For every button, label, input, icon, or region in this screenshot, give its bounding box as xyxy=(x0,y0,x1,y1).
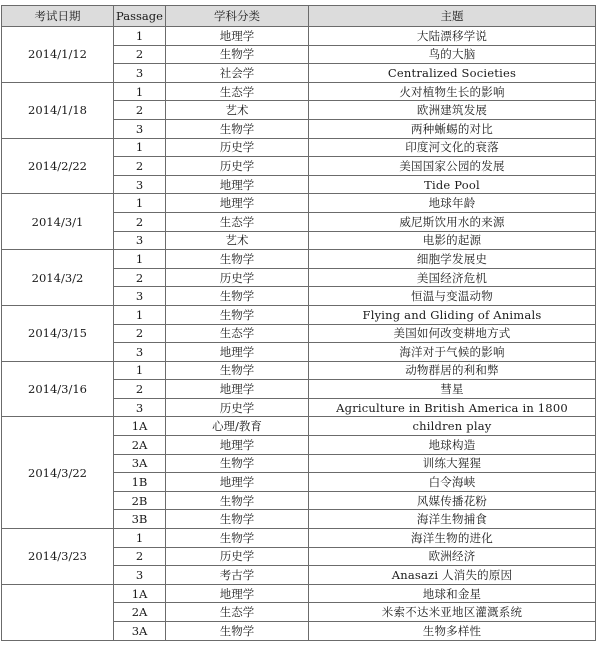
topic-cell: 风媒传播花粉 xyxy=(309,491,596,510)
passage-cell: 3 xyxy=(114,64,166,83)
exam-date-cell: 2014/3/15 xyxy=(2,305,114,361)
subject-cell: 历史学 xyxy=(166,268,309,287)
subject-cell: 生物学 xyxy=(166,361,309,380)
table-row xyxy=(2,82,596,101)
passage-cell: 2 xyxy=(114,380,166,399)
passage-cell: 1 xyxy=(114,194,166,213)
passage-cell: 1 xyxy=(114,82,166,101)
subject-cell: 生物学 xyxy=(166,287,309,306)
topic-cell: 训练大猩猩 xyxy=(309,454,596,473)
subject-cell: 生物学 xyxy=(166,119,309,138)
passage-cell: 2A xyxy=(114,603,166,622)
table-row xyxy=(2,138,596,157)
passage-cell: 2 xyxy=(114,101,166,120)
passage-cell: 3 xyxy=(114,231,166,250)
topic-cell: 生物多样性 xyxy=(309,622,596,641)
subject-cell: 历史学 xyxy=(166,157,309,176)
passage-cell: 2 xyxy=(114,268,166,287)
passage-cell: 3 xyxy=(114,566,166,585)
subject-cell: 生态学 xyxy=(166,82,309,101)
table-row xyxy=(2,417,596,436)
subject-cell: 历史学 xyxy=(166,398,309,417)
topic-cell: 两种蜥蜴的对比 xyxy=(309,119,596,138)
passage-cell: 2 xyxy=(114,547,166,566)
exam-date-cell: 2014/3/22 xyxy=(2,417,114,529)
subject-cell: 历史学 xyxy=(166,138,309,157)
subject-cell: 地理学 xyxy=(166,175,309,194)
topic-cell: 电影的起源 xyxy=(309,231,596,250)
table-body xyxy=(2,27,596,641)
header-topic: 主题 xyxy=(309,6,596,27)
passage-cell: 3 xyxy=(114,343,166,362)
exam-topics-table xyxy=(1,5,596,641)
topic-cell: 地球构造 xyxy=(309,436,596,455)
passage-cell: 1 xyxy=(114,250,166,269)
topic-cell: 印度河文化的衰落 xyxy=(309,138,596,157)
header-subject: 学科分类 xyxy=(166,6,309,27)
passage-cell: 2 xyxy=(114,157,166,176)
subject-cell: 地理学 xyxy=(166,194,309,213)
topic-cell: children play xyxy=(309,417,596,436)
topic-cell: 细胞学发展史 xyxy=(309,250,596,269)
subject-cell: 艺术 xyxy=(166,231,309,250)
passage-cell: 2 xyxy=(114,45,166,64)
topic-cell: 欧洲建筑发展 xyxy=(309,101,596,120)
topic-cell: 大陆漂移学说 xyxy=(309,27,596,46)
passage-cell: 3 xyxy=(114,398,166,417)
topic-cell: Centralized Societies xyxy=(309,64,596,83)
passage-cell: 1A xyxy=(114,584,166,603)
topic-cell: 动物群居的利和弊 xyxy=(309,361,596,380)
subject-cell: 生物学 xyxy=(166,305,309,324)
subject-cell: 艺术 xyxy=(166,101,309,120)
table-row xyxy=(2,194,596,213)
table-row xyxy=(2,250,596,269)
table-row xyxy=(2,529,596,548)
passage-cell: 1A xyxy=(114,417,166,436)
header-row xyxy=(2,6,596,27)
passage-cell: 1 xyxy=(114,305,166,324)
topic-cell: Anasazi 人消失的原因 xyxy=(309,566,596,585)
subject-cell: 社会学 xyxy=(166,64,309,83)
topic-cell: 火对植物生长的影响 xyxy=(309,82,596,101)
subject-cell: 生物学 xyxy=(166,491,309,510)
topic-cell: 海洋生物的进化 xyxy=(309,529,596,548)
topic-cell: 美国经济危机 xyxy=(309,268,596,287)
table-row xyxy=(2,361,596,380)
subject-cell: 地理学 xyxy=(166,27,309,46)
topic-cell: 恒温与变温动物 xyxy=(309,287,596,306)
passage-cell: 3B xyxy=(114,510,166,529)
subject-cell: 心理/教育 xyxy=(166,417,309,436)
passage-cell: 3 xyxy=(114,119,166,138)
subject-cell: 考古学 xyxy=(166,566,309,585)
exam-date-cell: 2014/3/2 xyxy=(2,250,114,306)
subject-cell: 生态学 xyxy=(166,603,309,622)
passage-cell: 1 xyxy=(114,27,166,46)
exam-date-cell: 2014/1/18 xyxy=(2,82,114,138)
table-row xyxy=(2,584,596,603)
topic-cell: Tide Pool xyxy=(309,175,596,194)
passage-cell: 3A xyxy=(114,622,166,641)
exam-date-cell: 2014/3/23 xyxy=(2,529,114,585)
exam-date-cell: 2014/1/12 xyxy=(2,27,114,83)
topic-cell: 美国如何改变耕地方式 xyxy=(309,324,596,343)
passage-cell: 1 xyxy=(114,529,166,548)
topic-cell: 海洋对于气候的影响 xyxy=(309,343,596,362)
exam-date-cell: 2014/3/16 xyxy=(2,361,114,417)
header-exam-date: 考试日期 xyxy=(2,6,114,27)
table-row xyxy=(2,305,596,324)
passage-cell: 3A xyxy=(114,454,166,473)
subject-cell: 地理学 xyxy=(166,473,309,492)
topic-cell: 彗星 xyxy=(309,380,596,399)
topic-cell: 欧洲经济 xyxy=(309,547,596,566)
passage-cell: 1B xyxy=(114,473,166,492)
subject-cell: 生物学 xyxy=(166,510,309,529)
topic-cell: Flying and Gliding of Animals xyxy=(309,305,596,324)
subject-cell: 地理学 xyxy=(166,436,309,455)
topic-cell: 米索不达米亚地区灌溉系统 xyxy=(309,603,596,622)
passage-cell: 2 xyxy=(114,212,166,231)
passage-cell: 1 xyxy=(114,361,166,380)
passage-cell: 3 xyxy=(114,287,166,306)
subject-cell: 生态学 xyxy=(166,212,309,231)
topic-cell: 鸟的大脑 xyxy=(309,45,596,64)
topic-cell: 白令海峡 xyxy=(309,473,596,492)
subject-cell: 生物学 xyxy=(166,45,309,64)
topic-cell: 威尼斯饮用水的来源 xyxy=(309,212,596,231)
document-page xyxy=(0,5,605,641)
exam-date-cell: 2014/3/1 xyxy=(2,194,114,250)
passage-cell: 2 xyxy=(114,324,166,343)
exam-date-cell: 2014/2/22 xyxy=(2,138,114,194)
topic-cell: 海洋生物捕食 xyxy=(309,510,596,529)
subject-cell: 生态学 xyxy=(166,324,309,343)
subject-cell: 地理学 xyxy=(166,343,309,362)
header-passage: Passage xyxy=(114,6,166,27)
passage-cell: 2B xyxy=(114,491,166,510)
passage-cell: 1 xyxy=(114,138,166,157)
table-row xyxy=(2,27,596,46)
exam-date-cell xyxy=(2,584,114,640)
subject-cell: 生物学 xyxy=(166,250,309,269)
subject-cell: 历史学 xyxy=(166,547,309,566)
passage-cell: 3 xyxy=(114,175,166,194)
subject-cell: 生物学 xyxy=(166,622,309,641)
topic-cell: 地球和金星 xyxy=(309,584,596,603)
topic-cell: Agriculture in British America in 1800 xyxy=(309,398,596,417)
subject-cell: 生物学 xyxy=(166,529,309,548)
subject-cell: 生物学 xyxy=(166,454,309,473)
subject-cell: 地理学 xyxy=(166,584,309,603)
topic-cell: 地球年龄 xyxy=(309,194,596,213)
subject-cell: 地理学 xyxy=(166,380,309,399)
topic-cell: 美国国家公园的发展 xyxy=(309,157,596,176)
passage-cell: 2A xyxy=(114,436,166,455)
